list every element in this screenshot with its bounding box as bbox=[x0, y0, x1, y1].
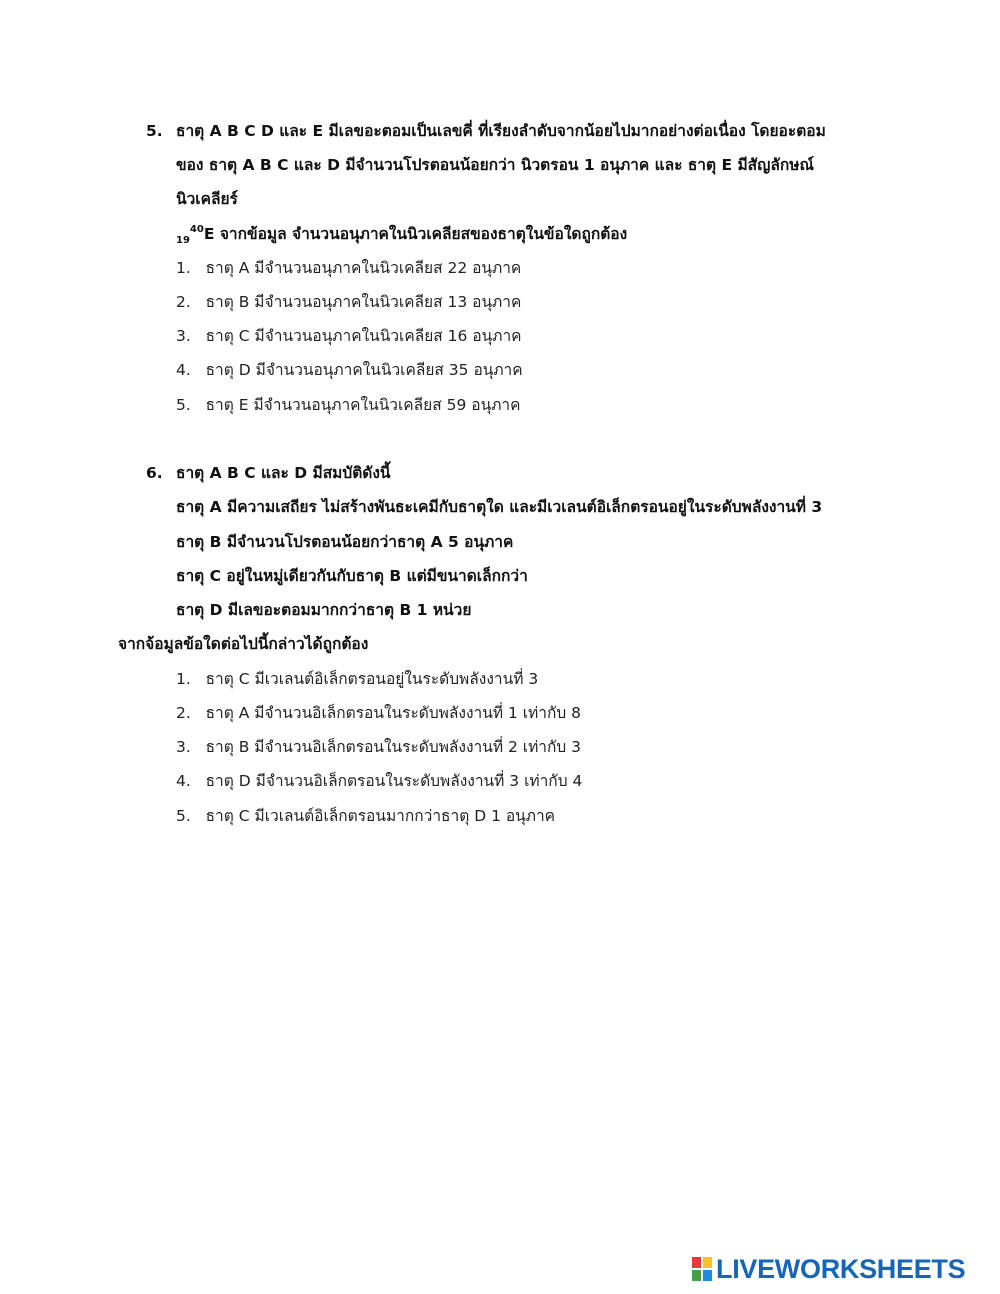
option-number: 1. bbox=[176, 670, 191, 688]
option-number: 1. bbox=[176, 259, 191, 277]
q6-fact: ธาตุ C อยู่ในหมู่เดียวกันกับธาตุ B แต่มีขนาดเล็กกว่า bbox=[176, 567, 528, 585]
option-text: ธาตุ C มีจำนวนอนุภาคในนิวเคลียส 16 อนุภาค bbox=[205, 327, 522, 345]
q5-stem-line2: ของ ธาตุ A B C และ D มีจำนวนโปรตอนน้อยกว่า นิวตรอน 1 อนุภาค และ ธาตุ E มีสัญลักษณ์ bbox=[176, 156, 814, 174]
option-number: 5. bbox=[176, 807, 191, 825]
q6-number: 6. bbox=[146, 464, 163, 482]
option-text: ธาตุ B มีจำนวนอนุภาคในนิวเคลียส 13 อนุภาค bbox=[205, 293, 522, 311]
q5-option[interactable] bbox=[176, 326, 522, 346]
q5-question: จากข้อมูล จำนวนอนุภาคในนิวเคลียสของธาตุในข้อใดถูกต้อง bbox=[214, 225, 628, 243]
q5-option[interactable] bbox=[176, 258, 521, 278]
option-text: ธาตุ D มีจำนวนอนุภาคในนิวเคลียส 35 อนุภาค bbox=[205, 361, 523, 379]
option-text: ธาตุ B มีจำนวนอิเล็กตรอนในระดับพลังงานที่ 2 เท่ากับ 3 bbox=[205, 738, 582, 756]
option-text: ธาตุ A มีจำนวนอนุภาคในนิวเคลียส 22 อนุภาค bbox=[205, 259, 522, 277]
option-text: ธาตุ C มีเวเลนต์อิเล็กตรอนมากกว่าธาตุ D 1 อนุภาค bbox=[205, 807, 556, 825]
q6-fact: ธาตุ D มีเลขอะตอมมากกว่าธาตุ B 1 หน่วย bbox=[176, 601, 472, 619]
option-text: ธาตุ E มีจำนวนอนุภาคในนิวเคลียส 59 อนุภาค bbox=[205, 396, 521, 414]
option-text: ธาตุ C มีเวเลนต์อิเล็กตรอนอยู่ในระดับพลังงานที่ 3 bbox=[205, 670, 539, 688]
q5-option[interactable] bbox=[176, 360, 523, 380]
q6-option[interactable] bbox=[176, 703, 581, 723]
q5-option[interactable] bbox=[176, 292, 521, 312]
q5-number: 5. bbox=[146, 122, 163, 140]
q6-stem-line1: ธาตุ A B C และ D มีสมบัติดังนี้ bbox=[176, 464, 391, 482]
q5-option[interactable] bbox=[176, 395, 521, 415]
nuclear-symbol-mass-number: 40 bbox=[189, 224, 204, 235]
option-number: 3. bbox=[176, 327, 191, 345]
q5-question-line bbox=[176, 224, 627, 247]
option-number: 2. bbox=[176, 293, 191, 311]
q6-option[interactable] bbox=[176, 669, 538, 689]
q6-question: จากจ้อมูลข้อใดต่อไปนี้กล่าวได้ถูกต้อง bbox=[118, 635, 369, 653]
q6-option[interactable] bbox=[176, 771, 582, 791]
liveworksheets-logo[interactable] bbox=[692, 1254, 965, 1284]
nuclear-symbol-letter: E bbox=[203, 225, 215, 243]
option-text: ธาตุ D มีจำนวนอิเล็กตรอนในระดับพลังงานที่ 3 เท่ากับ 4 bbox=[205, 772, 583, 790]
q6-fact: ธาตุ B มีจำนวนโปรตอนน้อยกว่าธาตุ A 5 อนุภาค bbox=[176, 533, 514, 551]
option-number: 4. bbox=[176, 361, 191, 379]
option-number: 2. bbox=[176, 704, 191, 722]
q6-option[interactable] bbox=[176, 737, 581, 757]
q5-stem-line3: นิวเคลียร์ bbox=[176, 190, 238, 208]
q6-fact: ธาตุ A มีความเสถียร ไม่สร้างพันธะเคมีกับธาตุใด และมีเวเลนต์อิเล็กตรอนอยู่ในระดับพลังงานที่ 3 bbox=[176, 498, 823, 516]
logo-blocks-icon bbox=[692, 1257, 712, 1281]
option-number: 4. bbox=[176, 772, 191, 790]
q6-option[interactable] bbox=[176, 806, 555, 826]
q5-stem-line1: ธาตุ A B C D และ E มีเลขอะตอมเป็นเลขคี่ ที่เรียงลำดับจากน้อยไปมากอย่างต่อเนื่อง โดยอะตอม bbox=[176, 122, 826, 140]
option-text: ธาตุ A มีจำนวนอิเล็กตรอนในระดับพลังงานที่ 1 เท่ากับ 8 bbox=[205, 704, 581, 722]
option-number: 3. bbox=[176, 738, 191, 756]
option-number: 5. bbox=[176, 396, 191, 414]
logo-text: LIVEWORKSHEETS bbox=[716, 1253, 966, 1284]
nuclear-symbol-atomic-number: 19 bbox=[176, 235, 190, 246]
